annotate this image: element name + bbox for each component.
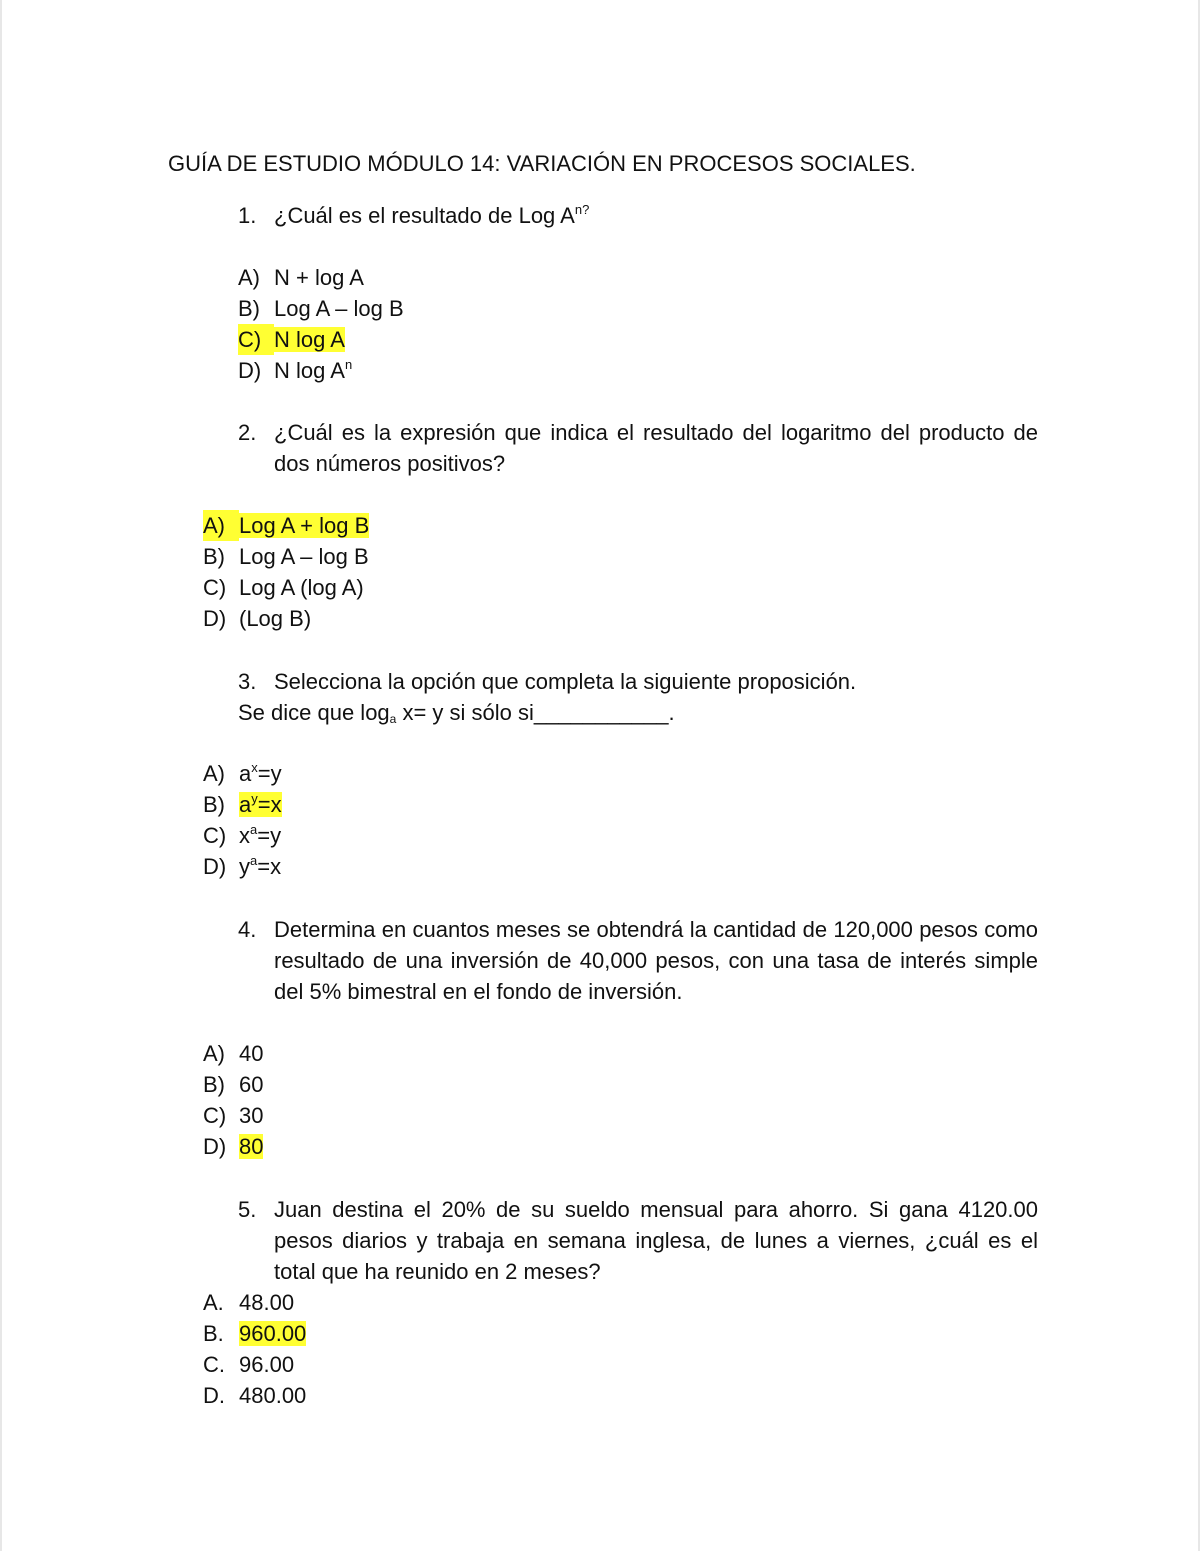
option-text: 960.00 bbox=[239, 1321, 307, 1346]
option-text: Log A – log B bbox=[274, 296, 404, 321]
option-a[interactable] bbox=[203, 758, 282, 789]
option-text: =x bbox=[257, 792, 282, 817]
option-exponent: a bbox=[250, 822, 258, 837]
option-base: x bbox=[239, 823, 250, 848]
option-c[interactable] bbox=[203, 1100, 263, 1131]
option-text: 48.00 bbox=[239, 1290, 295, 1315]
question-5 bbox=[238, 1194, 1038, 1287]
question-text: Selecciona la opción que completa la siguiente proposición. bbox=[274, 669, 857, 694]
option-d[interactable] bbox=[203, 851, 282, 882]
option-label: A) bbox=[203, 510, 239, 541]
option-label: C) bbox=[203, 1103, 227, 1128]
option-text: Log A + log B bbox=[239, 513, 370, 538]
option-text: N log A bbox=[274, 327, 345, 352]
option-text: 96.00 bbox=[239, 1352, 295, 1377]
option-c[interactable] bbox=[203, 572, 369, 603]
option-d-selected[interactable] bbox=[203, 1131, 263, 1162]
option-a[interactable] bbox=[238, 262, 404, 293]
question-proposition bbox=[238, 697, 1038, 728]
option-text: 40 bbox=[239, 1041, 264, 1066]
option-label: D) bbox=[203, 606, 227, 631]
option-b-selected[interactable] bbox=[203, 1318, 306, 1349]
option-label: D) bbox=[203, 1134, 227, 1159]
option-c[interactable] bbox=[203, 1349, 306, 1380]
option-label: A) bbox=[238, 265, 260, 290]
option-d[interactable] bbox=[238, 355, 404, 386]
page-edge-left bbox=[0, 0, 2, 1551]
option-label: B. bbox=[203, 1321, 224, 1346]
option-a[interactable] bbox=[203, 1038, 263, 1069]
option-label: C) bbox=[203, 823, 227, 848]
option-text: =x bbox=[257, 854, 282, 879]
option-text: 60 bbox=[239, 1072, 264, 1097]
proposition-text-cont: x= y si sólo si bbox=[396, 700, 534, 725]
document-title: GUÍA DE ESTUDIO MÓDULO 14: VARIACIÓN EN PROCESOS SOCIALES. bbox=[168, 151, 916, 176]
option-base: a bbox=[239, 792, 252, 817]
question-number: 5. bbox=[238, 1197, 257, 1222]
option-superscript: n bbox=[344, 357, 353, 372]
option-text: 80 bbox=[239, 1134, 264, 1159]
option-label: B) bbox=[203, 544, 225, 569]
option-exponent: y bbox=[251, 791, 258, 806]
option-b[interactable] bbox=[203, 1069, 263, 1100]
question-text: Determina en cuantos meses se obtendrá la cantidad de 120,000 pesos como resultado de una inversión de 40,000 pesos, con una tasa de interés simple del 5% bimestral en el fondo de inversión. bbox=[274, 917, 1038, 1004]
option-label: C) bbox=[203, 575, 227, 600]
question-2 bbox=[238, 417, 1038, 479]
option-exponent: a bbox=[250, 853, 258, 868]
option-text: 480.00 bbox=[239, 1383, 307, 1408]
option-text: =y bbox=[257, 761, 282, 786]
option-label: A. bbox=[203, 1290, 224, 1315]
option-base: y bbox=[239, 854, 250, 879]
question-2-options bbox=[203, 510, 369, 634]
option-b[interactable] bbox=[203, 541, 369, 572]
option-base: a bbox=[239, 761, 252, 786]
option-d[interactable] bbox=[203, 1380, 306, 1411]
option-label: D) bbox=[203, 854, 227, 879]
question-5-options bbox=[203, 1287, 306, 1411]
question-text-main: ¿Cuál es el resultado de Log A bbox=[274, 203, 575, 228]
question-4 bbox=[238, 914, 1038, 1007]
option-exponent: x bbox=[251, 760, 258, 775]
option-text: Log A – log B bbox=[239, 544, 369, 569]
question-number: 4. bbox=[238, 917, 257, 942]
question-text: Juan destina el 20% de su sueldo mensual para ahorro. Si gana 4120.00 pesos diarios y trabaja en semana inglesa, de lunes a viernes, ¿cuál es el total que ha reunido en 2 meses? bbox=[274, 1197, 1038, 1284]
option-text: (Log B) bbox=[239, 606, 312, 631]
option-b-selected[interactable] bbox=[203, 789, 282, 820]
option-text: N log A bbox=[274, 358, 345, 383]
question-number: 2. bbox=[238, 420, 257, 445]
option-text: =y bbox=[257, 823, 282, 848]
question-1 bbox=[238, 200, 1038, 231]
option-label: D. bbox=[203, 1383, 225, 1408]
option-c[interactable] bbox=[203, 820, 282, 851]
answer-blank: ___________. bbox=[533, 700, 675, 725]
question-3-options bbox=[203, 758, 282, 882]
log-base-subscript: a bbox=[389, 712, 397, 726]
option-label: A) bbox=[203, 761, 225, 786]
question-4-options bbox=[203, 1038, 263, 1162]
option-d[interactable] bbox=[203, 603, 369, 634]
option-label: C. bbox=[203, 1352, 225, 1377]
option-label: D) bbox=[238, 358, 262, 383]
question-text: ¿Cuál es la expresión que indica el resultado del logaritmo del producto de dos números positivos? bbox=[274, 420, 1038, 476]
question-text bbox=[274, 200, 1038, 231]
option-c-selected[interactable] bbox=[238, 324, 404, 355]
option-label: C) bbox=[238, 324, 274, 355]
option-label: B) bbox=[203, 792, 225, 817]
proposition-text: Se dice que log bbox=[238, 700, 390, 725]
option-label: B) bbox=[203, 1072, 225, 1097]
question-number: 1. bbox=[238, 203, 257, 228]
option-text: N + log A bbox=[274, 265, 364, 290]
option-label: A) bbox=[203, 1041, 225, 1066]
question-text-superscript: n? bbox=[574, 202, 590, 217]
question-number: 3. bbox=[238, 669, 257, 694]
option-b[interactable] bbox=[238, 293, 404, 324]
option-label: B) bbox=[238, 296, 260, 321]
question-1-options bbox=[238, 262, 404, 386]
option-a-selected[interactable] bbox=[203, 510, 369, 541]
option-text: Log A (log A) bbox=[239, 575, 364, 600]
question-3 bbox=[238, 666, 1038, 728]
option-a[interactable] bbox=[203, 1287, 306, 1318]
option-text: 30 bbox=[239, 1103, 264, 1128]
